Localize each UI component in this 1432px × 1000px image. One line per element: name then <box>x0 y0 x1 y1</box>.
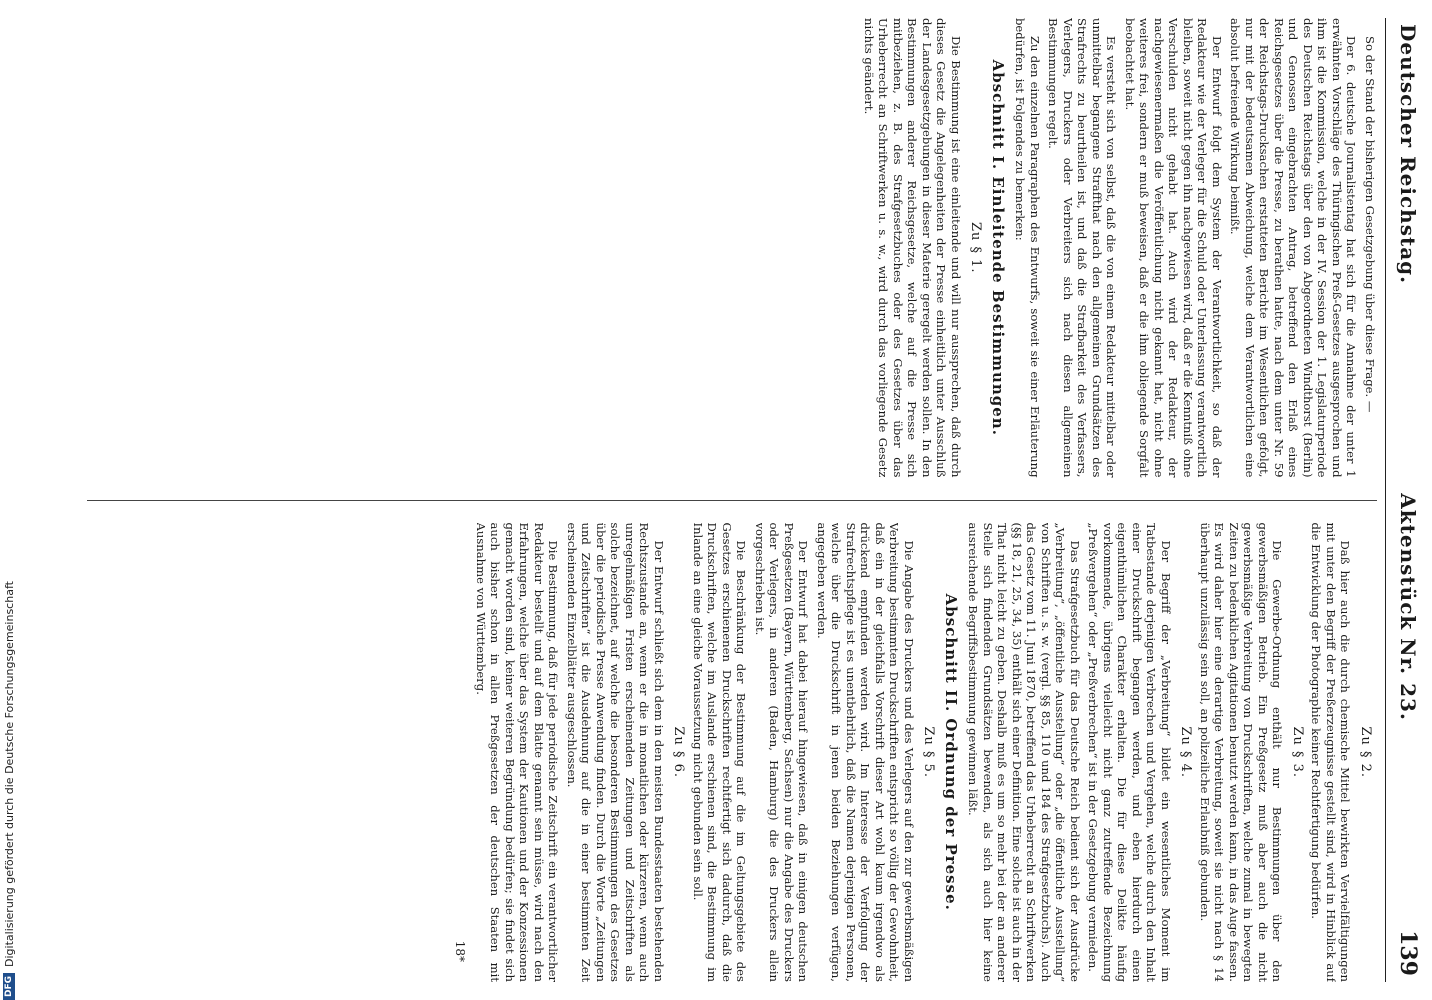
paragraph: Die Bestimmung, daß für jede periodische Zeitschrift ein verantwortlicher Redakteur bestellt und auf dem Blatte genannt sein müsse, wird nach den Erfahrungen, welche über das System der Kautionen und der Konzessionen gemacht worden sind, keiner weiteren Begründung bedürfen; sie findet sich auch bisher schon in allen Preßgesetzen der deutschen Staaten mit Ausnahme von Württemberg. <box>474 522 561 982</box>
paragraph: Das Strafgesetzbuch für das Deutsche Reich bedient sich der Ausdrücke „Verbreitung“, „öffentliche Ausstellung“ oder „die öffentliche Ausstellung“ von Schriften u. s. w. (vergl. §§ 85, 110 und 184 des Strafgesetzbuchs). Auch das Gesetz vom 11. Juni 1870, betreffend das Urheberrecht an Schriftwerken (§§ 18, 21, 25, 34, 35) enthält sich einer Definition. Eine solche ist auch in der That nicht leicht zu geben. Deshalb muß es um so mehr bei der an anderer Stelle sich findenden Grundsätzen bewenden, als sich auch hier keine ausreichende Begriffsbestimmung gewinnen läßt. <box>966 522 1082 982</box>
text-columns <box>87 18 1385 982</box>
section-heading: Abschnitt I. Einleitende Bestimmungen. <box>989 59 1007 436</box>
sheet-signature: 18* <box>453 940 468 962</box>
paragraph: Die Bestimmung ist eine einleitende und will nur aussprechen, daß durch dieses Gesetz die Angelegenheiten der Presse einheitlich unter Ausschluß der Landesgesetzgebungen in dieser Materie geregelt werden sollen. In den Bestimmungen anderer Reichsgesetze, welche auf die Presse sich mitbeziehen, z. B. des Strafgesetzbuches oder des Gesetzes über das Urheberrecht an Schriftwerken u. s. w., wird durch das vorliegende Gesetz nichts geändert. <box>862 18 963 478</box>
paragraph: Die Angabe des Druckers und des Verlegers auf den zur gewerbsmäßigen Verbreitung bestimmten Druckschriften entspricht so völlig der Gewohnheit, daß ein in der gleichfalls Vorschrift dieser Art wohl kaum irgendwo als drückend empfunden werden wird. Im Interesse der Verfolgung der Strafrechtspflege ist es unentbehrlich, daß die Namen derjenigen Personen, welche über die Druckschrift in jenen beiden Beziehungen verfügen, angegeben werden. <box>815 522 916 982</box>
section-heading: Abschnitt II. Ordnung der Presse. <box>942 593 960 911</box>
page-number: 139 <box>1395 930 1421 976</box>
paragraph-heading: Zu § 6. <box>671 726 687 779</box>
paragraph-heading: Zu § 5. <box>921 726 937 779</box>
paragraph: Der Entwurf folgt dem System der Verantwortlichkeit, so daß der Redakteur wie der Verleger für die Schuld oder Unterlassung verantwortlich bleiben, soweit nicht gegen ihn nachgewiesen wird, daß er die Kenntniß ohne Verschulden nicht gehabt hat. Auch wird der Redakteur, der nachgewiesenermaßen die Veröffentlichung nicht gekannt hat, nicht ohne weiteres frei, sondern er muß beweisen, daß er die ihm obliegende Sorgfalt beobachtet hat. <box>1123 18 1224 478</box>
paragraph-heading: Zu § 4. <box>1178 726 1194 779</box>
paragraph-heading: Zu § 1. <box>968 221 984 274</box>
paragraph: Daß hier auch die durch chemische Mittel bewirkten Vervielfältigungen mit unter den Begriff der Preßerzeugnisse gestellt sind, wird in Hinblick auf die Entwicklung der Photographie keiner Rechtfertigung bedürfen. <box>1309 522 1353 982</box>
paragraph: Der Entwurf hat dabei hierauf hingewiesen, daß in einigen deutschen Preßgesetzen (Bayern, Württemberg, Sachsen) nur die Angabe des Druckers oder Verlegers, in anderen (Baden, Hamburg) die des Druckers allein vorgeschrieben ist. <box>753 522 811 982</box>
paragraph: Es versteht sich von selbst, daß die von einem Redakteur mittelbar oder unmittelbar begangene Straffthat nach den allgemeinen Grundsätzen des Strafrechts zu beurtheilen ist, und daß die Strafbarkeit des Verfassers, Verlegers, Druckers oder Verbreiters sich nach diesen allgemeinen Bestimmungen regelt. <box>1046 18 1119 478</box>
column-divider <box>87 500 1377 501</box>
newspaper-page <box>70 0 1430 1000</box>
publication-title: Deutscher Reichstag. <box>1396 24 1420 285</box>
column-left <box>87 18 1377 478</box>
dfg-logo: DFG <box>3 973 15 1000</box>
paragraph: Der 6. deutsche Journalistentag hat sich für die Annahme der unter 1 erwähnten Vorschläge des Thüringischen Preß-Gesetzes ausgesprochen und ihm ist die Kommission, welche in der IV. Session der 1. Legislaturperiode des Deutschen Reichstags über den von Abgeordneten Windthorst (Berlin) und Genossen eingebrachten Antrag, betreffend den Erlaß eines Reichsgesetzes über die Presse, zu berathen hatte, nach dem unter Nr. 59 der Reichstags-Drucksachen erstatteten Berichte im Wesentlichen gefolgt, nur mit der bedeutsamen Abweichung, welche dem Verantwortlichen eine absolut befreiende Wirkung beimißt. <box>1228 18 1359 478</box>
column-right <box>87 523 1377 983</box>
paragraph-heading: Zu § 3. <box>1290 726 1305 779</box>
digitization-footer <box>0 0 18 1000</box>
page-header <box>1385 18 1430 982</box>
dfg-credit: Digitalisierung gefördert durch die Deutsche Forschungsgemeinschaft <box>2 581 16 967</box>
paragraph: Die Gewerbe-Ordnung enthält nur Bestimmungen über den gewerbsmäßigen Betrieb. Ein Preßgesetz muß aber auch die nicht gewerbsmäßige Verbreitung von Druckschriften, welche zumal in bewegten Zeiten zu bedenklichen Agitationen benutzt werden kann, in das Auge fassen. Es wird daher hier eine derartige Verbreitung, soweit sie nicht nach § 14 überhaupt unzulässig sein soll, an polizeiliche Erlaubniß gebunden. <box>1198 522 1285 982</box>
paragraph-heading: Zu § 2. <box>1358 726 1373 779</box>
paragraph: Zu den einzelnen Paragraphen des Entwurfs, soweit sie einer Erläuterung bedürfen, ist Folgendes zu bemerken: <box>1013 18 1042 478</box>
document-number: Aktenstück Nr. 23. <box>1396 493 1420 721</box>
paragraph: Der Entwurf schließt sich dem in den meisten Bundesstaaten bestehenden Rechtszustande an, wenn er die in monatlichen oder kürzeren, wenn auch unregelmäßigen Fristen erscheinenden Zeitungen und Zeitschriften als solche bezeichnet, auf welche die besonderen Bestimmungen des Gesetzes über die periodische Presse Anwendung finden. Durch die Worte „Zeitungen und Zeitschriften“ ist die Ausdehnung auf die in einer bestimmten Zeit erscheinenden Einzelblätter ausgeschlossen. <box>565 522 666 982</box>
paragraph: Die Beschränkung der Bestimmung auf die im Geltungsgebiete des Gesetzes erschienenen Druckschriften rechtfertigt sich dadurch, daß die Druckschriften, welche im Auslande erschienen sind, die Bestimmung im Inlande an eine gleiche Voraussetzung nicht gebunden sein soll. <box>691 522 749 982</box>
scanned-page <box>70 0 1430 1000</box>
paragraph: Der Begriff der „Verbreitung“ bildet ein wesentliches Moment im Tatbestande derjenigen Verbrechen und Vergehen, welche durch den Inhalt einer Druckschrift begangen werden, und eben hierdurch einen eigenthümlichen Charakter erhalten. Die für diese Delikte häufig vorkommende, übrigens vielleicht nicht ganz zutreffende Bezeichnung „Preßvergehen“ oder „Preßverbrechen“ ist in der Gesetzgebung vermieden. <box>1086 522 1173 982</box>
paragraph: So der Stand der bisherigen Gesetzgebung über diese Frage. — <box>1363 36 1377 413</box>
